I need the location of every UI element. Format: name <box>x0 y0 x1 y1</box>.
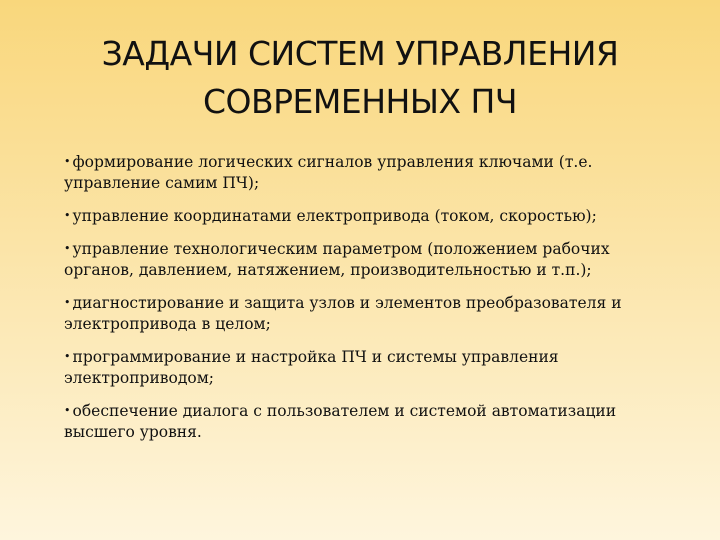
list-item-text: формирование логических сигналов управления ключами (т.е. управление самим ПЧ); <box>64 153 593 192</box>
bullet-icon: • <box>64 209 71 222</box>
bullet-icon: • <box>64 404 71 417</box>
list-item-text: обеспечение диалога с пользователем и системой автоматизации высшего уровня. <box>64 402 617 441</box>
title-line-1: ЗАДАЧИ СИСТЕМ УПРАВЛЕНИЯ <box>101 34 619 73</box>
list-item <box>64 205 624 227</box>
list-item <box>64 400 624 443</box>
task-list <box>64 151 624 454</box>
list-item <box>64 292 624 335</box>
list-item <box>64 151 624 194</box>
list-item-text: диагностирование и защита узлов и элементов преобразователя и электропривода в целом; <box>64 294 622 333</box>
bullet-icon: • <box>64 296 71 309</box>
list-item-text: программирование и настройка ПЧ и системы управления электроприводом; <box>64 348 559 387</box>
bullet-icon: • <box>64 350 71 363</box>
bullet-icon: • <box>64 242 71 255</box>
list-item-text: управление координатами електропривода (током, скоростью); <box>72 207 597 225</box>
slide-title <box>40 30 680 126</box>
list-item <box>64 346 624 389</box>
list-item <box>64 238 624 281</box>
list-item-text: управление технологическим параметром (положением рабочих органов, давлением, натяжением, производительностью и т.п.); <box>64 240 610 279</box>
bullet-icon: • <box>64 155 71 168</box>
title-line-2: СОВРЕМЕННЫХ ПЧ <box>202 82 517 121</box>
